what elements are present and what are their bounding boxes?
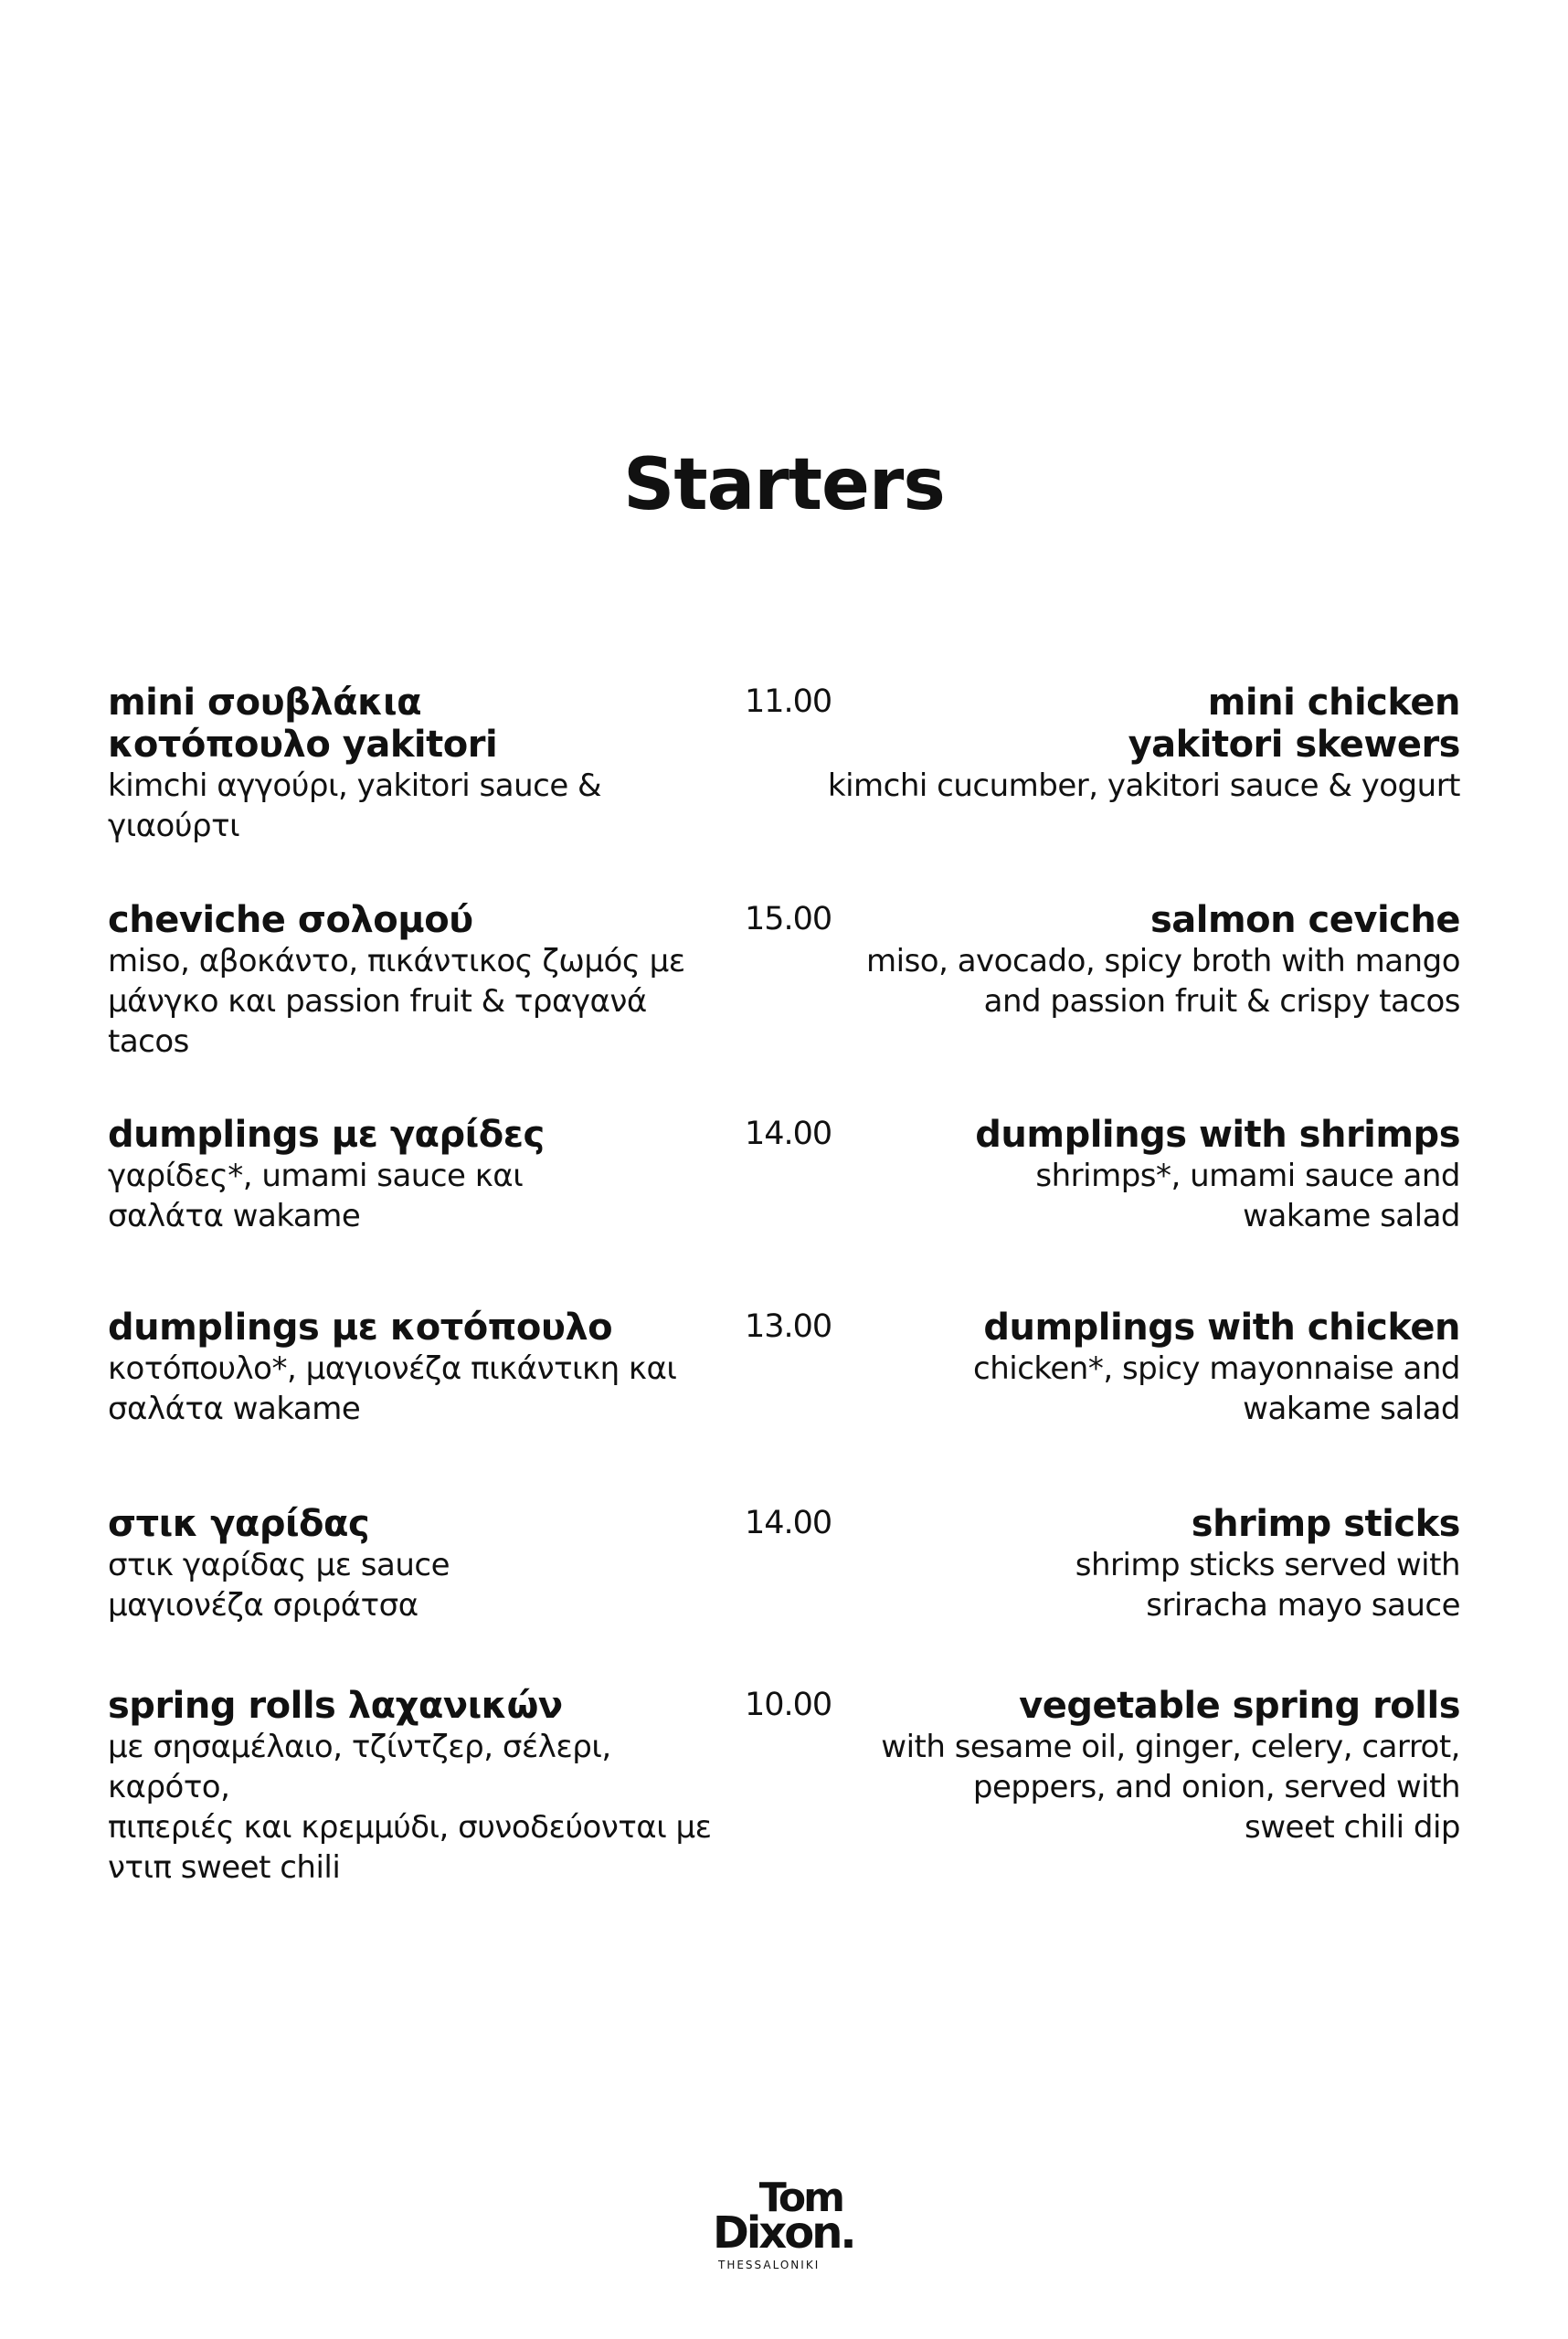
item-description-english: miso, avocado, spicy broth with mango and passion fruit & crispy tacos (866, 943, 1460, 1020)
item-description-english: with sesame oil, ginger, celery, carrot, peppers, and onion, served with sweet chili dip (881, 1729, 1460, 1846)
english-column (766, 682, 1460, 806)
item-price: 13.00 (745, 1308, 832, 1345)
item-description-greek: στικ γαρίδας με sauce μαγιονέζα σριράτσα (108, 1547, 450, 1624)
item-name-english: dumplings with chicken (983, 1307, 1460, 1349)
item-description-english: shrimps*, umami sauce and wakame salad (1035, 1158, 1460, 1234)
item-description-greek: με σησαμέλαιο, τζίντζερ, σέλερι, καρότο, πιπεριές και κρεμμύδι, συνοδεύονται με ντιπ sweet chili (108, 1729, 712, 1886)
greek-column (108, 1114, 729, 1236)
item-name-english: salmon ceviche (1150, 899, 1460, 941)
item-description-greek: κοτόπουλο*, μαγιονέζα πικάντικη και σαλάτα wakame (108, 1350, 677, 1427)
item-name-greek: mini σουβλάκια κοτόπουλο yakitori (108, 682, 498, 766)
item-name-english: vegetable spring rolls (1019, 1685, 1460, 1727)
tom-dixon-logo (713, 2175, 859, 2279)
item-price: 14.00 (745, 1116, 832, 1152)
item-name-english: mini chicken yakitori skewers (1128, 682, 1460, 766)
english-column (766, 1685, 1460, 1847)
item-price: 10.00 (745, 1687, 832, 1723)
english-column (766, 1503, 1460, 1625)
item-name-greek: στικ γαρίδας (108, 1503, 370, 1545)
item-name-english: dumplings with shrimps (975, 1114, 1460, 1156)
item-price: 11.00 (745, 683, 832, 720)
english-column (766, 1307, 1460, 1429)
item-name-greek: spring rolls λαχανικών (108, 1685, 563, 1727)
item-price: 14.00 (745, 1505, 832, 1541)
english-column (766, 1114, 1460, 1236)
item-description-english: chicken*, spicy mayonnaise and wakame salad (973, 1350, 1460, 1427)
greek-column (108, 682, 729, 846)
item-description-greek: kimchi αγγούρι, yakitori sauce & γιαούρτι (108, 767, 602, 844)
item-description-english: kimchi cucumber, yakitori sauce & yogurt (827, 767, 1460, 804)
item-description-english: shrimp sticks served with sriracha mayo sauce (1075, 1547, 1460, 1624)
english-column (766, 899, 1460, 1021)
item-name-greek: dumplings με κοτόπουλο (108, 1307, 613, 1349)
page-title: Starters (623, 444, 945, 526)
item-name-english: shrimp sticks (1191, 1503, 1460, 1545)
greek-column (108, 1685, 729, 1888)
greek-column (108, 899, 729, 1062)
item-description-greek: miso, αβοκάντο, πικάντικος ζωμός με μάνγκο και passion fruit & τραγανά tacos (108, 943, 685, 1060)
logo-line-tom: Tom (758, 2175, 842, 2221)
item-description-greek: γαρίδες*, umami sauce και σαλάτα wakame (108, 1158, 524, 1234)
greek-column (108, 1307, 729, 1429)
item-name-greek: dumplings με γαρίδες (108, 1114, 545, 1156)
item-name-greek: cheviche σολομού (108, 899, 473, 941)
logo-line-dixon: Dixon. (713, 2207, 854, 2259)
item-price: 15.00 (745, 901, 832, 937)
greek-column (108, 1503, 729, 1625)
logo-subtitle: THESSALONIKI (718, 2259, 821, 2271)
